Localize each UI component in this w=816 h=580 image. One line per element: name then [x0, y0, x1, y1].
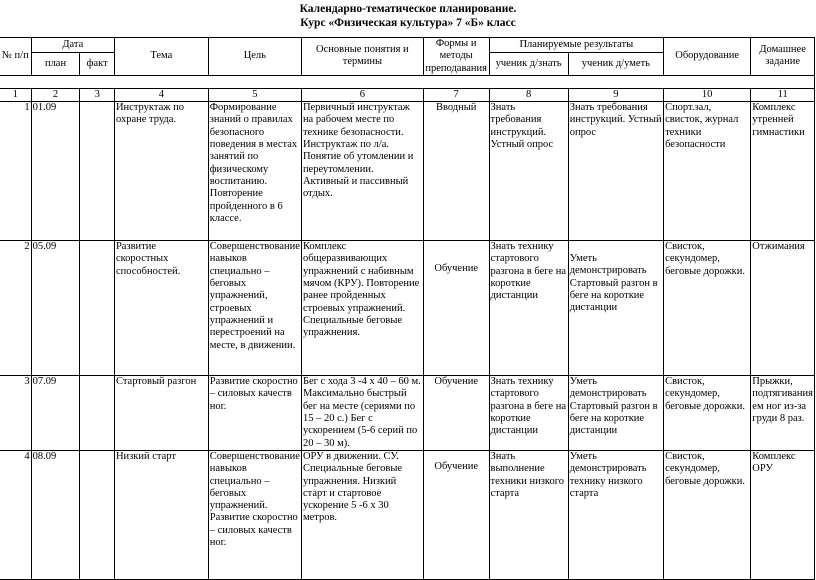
header-home: Домашнее задание	[751, 38, 815, 76]
row-equipment: Свисток, секундомер, беговые дорожки.	[664, 450, 751, 579]
row-home: Прыжки, подтягивания ем ног из-за груди 8 раз.	[751, 376, 815, 451]
col-number: 2	[31, 88, 80, 101]
row-fact-date	[80, 241, 115, 376]
row-equipment: Свисток, секундомер, беговые дорожки.	[664, 241, 751, 376]
row-know: Знать выполнение техники низкого старта	[489, 450, 568, 579]
row-method: Обучение	[423, 376, 489, 451]
table-row	[0, 450, 815, 579]
row-goal: Формирование знаний о правилах безопасного поведения в местах занятий по физическому воспитанию. Повторение пройденного в 6 классе.	[208, 102, 301, 241]
header-row-1	[0, 38, 815, 53]
row-goal: Развитие скоростно – силовых качеств ног.	[208, 376, 301, 451]
header-date: Дата	[31, 38, 114, 53]
row-home: Отжимания	[751, 241, 815, 376]
row-num: 3	[0, 376, 31, 451]
row-method: Вводный	[423, 102, 489, 241]
row-equipment: Спорт.зал, свисток, журнал техники безопасности	[664, 102, 751, 241]
header-concepts: Основные понятия и термины	[301, 38, 423, 76]
col-number: 4	[114, 88, 208, 101]
row-can: Уметь демонстрировать Стартовый разгон в беге на короткие дистанции	[568, 376, 663, 451]
header-can: ученик д/уметь	[568, 53, 663, 76]
col-number: 9	[568, 88, 663, 101]
row-num: 2	[0, 241, 31, 376]
table-row	[0, 241, 815, 376]
col-number: 10	[664, 88, 751, 101]
row-topic: Низкий старт	[114, 450, 208, 579]
col-number: 6	[301, 88, 423, 101]
column-number-row	[0, 88, 815, 101]
col-number: 3	[80, 88, 115, 101]
row-num: 1	[0, 102, 31, 241]
col-number: 7	[423, 88, 489, 101]
row-home: Комплекс ОРУ	[751, 450, 815, 579]
header-methods: Формы и методы преподавания	[423, 38, 489, 76]
row-topic: Развитие скоростных способностей.	[114, 241, 208, 376]
document-subtitle: Курс «Физическая культура» 7 «Б» класс	[300, 17, 516, 29]
row-topic: Инструктаж по охране труда.	[114, 102, 208, 241]
header-num: № п/п	[0, 38, 31, 76]
row-plan-date: 01.09	[31, 102, 80, 241]
col-number: 5	[208, 88, 301, 101]
row-num: 4	[0, 450, 31, 579]
row-know: Знать технику стартового разгона в беге на короткие дистанции	[489, 241, 568, 376]
row-know: Знать технику стартового разгона в беге на короткие дистанции	[489, 376, 568, 451]
row-goal: Совершенствование навыков специально – беговых упражнений, строевых упражнений и перестроений на месте, в движении.	[208, 241, 301, 376]
row-plan-date: 07.09	[31, 376, 80, 451]
row-method: Обучение	[423, 241, 489, 376]
row-can: Знать требования инструкций. Устный опрос	[568, 102, 663, 241]
header-plan: план	[31, 53, 80, 76]
plan-table	[0, 37, 815, 580]
row-concepts: Первичный инструктаж на рабочем месте по технике безопасности. Инструктаж по л/а. Понятие об утомлении и переутомлении. Активный и пассивный отдых.	[301, 102, 423, 241]
row-concepts: Комплекс общеразвивающих упражнений с набивным мячом (КРУ). Повторение ранее пройденных строевых упражнений. Специальные беговые упражнения.	[301, 241, 423, 376]
table-row	[0, 102, 815, 241]
row-equipment: Свисток, секундомер, беговые дорожки.	[664, 376, 751, 451]
row-topic: Стартовый разгон	[114, 376, 208, 451]
row-fact-date	[80, 102, 115, 241]
header-topic: Тема	[114, 38, 208, 76]
row-home: Комплекс утренней гимнастики	[751, 102, 815, 241]
row-goal: Совершенствование навыков специально – беговых упражнений. Развитие скоростно – силовых качеств ног.	[208, 450, 301, 579]
header-fact: факт	[80, 53, 115, 76]
row-can: Уметь демонстрировать Стартовый разгон в беге на короткие дистанции	[568, 241, 663, 376]
col-number: 11	[751, 88, 815, 101]
header-know: ученик д/знать	[489, 53, 568, 76]
header-goal: Цель	[208, 38, 301, 76]
row-fact-date	[80, 376, 115, 451]
row-plan-date: 05.09	[31, 241, 80, 376]
row-concepts: Бег с хода 3 -4 х 40 – 60 м. Максимально быстрый бег на месте (сериями по 15 – 20 с.) Бег с ускорением (5-6 серий по 20 – 30 м).	[301, 376, 423, 451]
row-concepts: ОРУ в движении. СУ. Специальные беговые упражнения. Низкий старт и стартовое ускорение 5 -6 х 30 метров.	[301, 450, 423, 579]
row-method: Обучение	[423, 450, 489, 579]
table-row	[0, 376, 815, 451]
document-title: Календарно-тематическое планирование.	[299, 3, 517, 15]
row-know: Знать требования инструкций. Устный опрос	[489, 102, 568, 241]
blank-row	[0, 75, 815, 88]
col-number: 8	[489, 88, 568, 101]
row-can: Уметь демонстрировать технику низкого старта	[568, 450, 663, 579]
col-number: 1	[0, 88, 31, 101]
blank-cell	[0, 75, 815, 88]
header-results: Планируемые результаты	[489, 38, 664, 53]
header-equipment: Оборудование	[664, 38, 751, 76]
row-fact-date	[80, 450, 115, 579]
row-plan-date: 08.09	[31, 450, 80, 579]
